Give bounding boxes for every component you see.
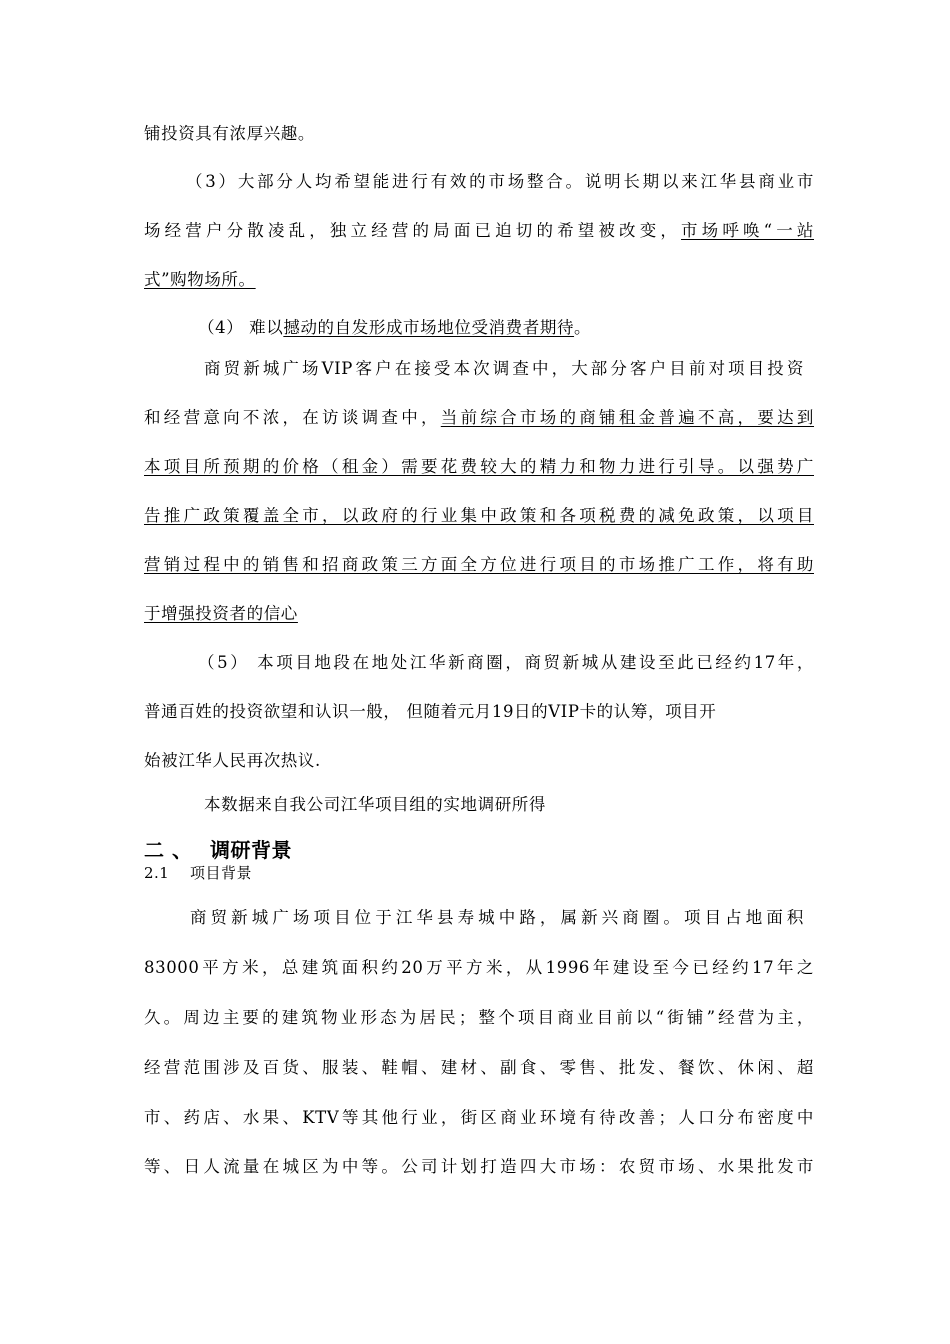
text-run: （4） 难以	[198, 318, 284, 337]
section-heading	[144, 836, 292, 864]
paragraph-line	[144, 599, 814, 629]
paragraph-line: 商贸新城广场项目位于江华县寿城中路，属新兴商圈。项目占地面积	[190, 908, 804, 927]
paragraph-line	[144, 216, 814, 246]
paragraph-line: 始被江华人民再次热议.	[144, 751, 321, 770]
paragraph-line: （3）大部分人均希望能进行有效的市场整合。说明长期以来江华县商业市	[186, 172, 814, 191]
underlined-text: 撼动的自发形成市场地位受消费者期待	[283, 318, 575, 337]
underlined-text: 式”购物场所。	[144, 270, 256, 289]
paragraph-line: 普通百姓的投资欲望和认识一般， 但随着元月19日的VIP卡的认筹，项目开	[144, 702, 717, 721]
source-note: 本数据来自我公司江华项目组的实地调研所得	[204, 795, 546, 814]
paragraph-line	[144, 403, 814, 433]
text-run: 。	[574, 318, 592, 337]
paragraph-line	[198, 313, 868, 343]
paragraph-line	[144, 501, 814, 531]
section-title: 调研背景	[210, 838, 292, 862]
paragraph-line	[144, 550, 814, 580]
underlined-text: 本项目所预期的价格（租金）需要花费较大的精力和物力进行引导。以强势广	[144, 457, 814, 476]
paragraph-line: 商贸新城广场VIP客户在接受本次调查中，大部分客户目前对项目投资	[204, 359, 804, 378]
paragraph-line: （5） 本项目地段在地处江华新商圈，商贸新城从建设至此已经约17年，	[198, 653, 814, 672]
underlined-text: 营销过程中的销售和招商政策三方面全方位进行项目的市场推广工作，将有助	[144, 555, 814, 574]
subsection-heading	[144, 861, 252, 885]
text-run: 和经营意向不浓，在访谈调查中，	[144, 408, 441, 427]
paragraph-line: 久。周边主要的建筑物业形态为居民；整个项目商业目前以“街铺”经营为主，	[144, 1008, 814, 1027]
paragraph-line: 市、药店、水果、KTV等其他行业，街区商业环境有待改善；人口分布密度中	[144, 1108, 814, 1127]
subsection-number: 2.1	[144, 864, 170, 882]
underlined-text: 告推广政策覆盖全市，以政府的行业集中政策和各项税费的减免政策，以项目	[144, 506, 814, 525]
paragraph-line	[144, 265, 814, 295]
subsection-title: 项目背景	[190, 864, 253, 882]
underlined-text: 市场呼唤“一站	[681, 221, 814, 240]
paragraph-line: 83000平方米，总建筑面积约20万平方米，从1996年建设至今已经约17年之	[144, 958, 814, 977]
text-run: 场经营户分散凌乱，独立经营的局面已迫切的希望被改变，	[144, 221, 682, 240]
section-number: 二 、	[144, 838, 193, 862]
paragraph-line: 等、日人流量在城区为中等。公司计划打造四大市场：农贸市场、水果批发市	[144, 1157, 814, 1176]
underlined-text: 当前综合市场的商铺租金普遍不高，要达到	[440, 408, 815, 427]
paragraph-line: 铺投资具有浓厚兴趣。	[144, 124, 315, 143]
paragraph-line	[144, 452, 814, 482]
underlined-text: 于增强投资者的信心	[144, 604, 298, 623]
paragraph-line: 经营范围涉及百货、服装、鞋帽、建材、副食、零售、批发、餐饮、休闲、超	[144, 1058, 814, 1077]
